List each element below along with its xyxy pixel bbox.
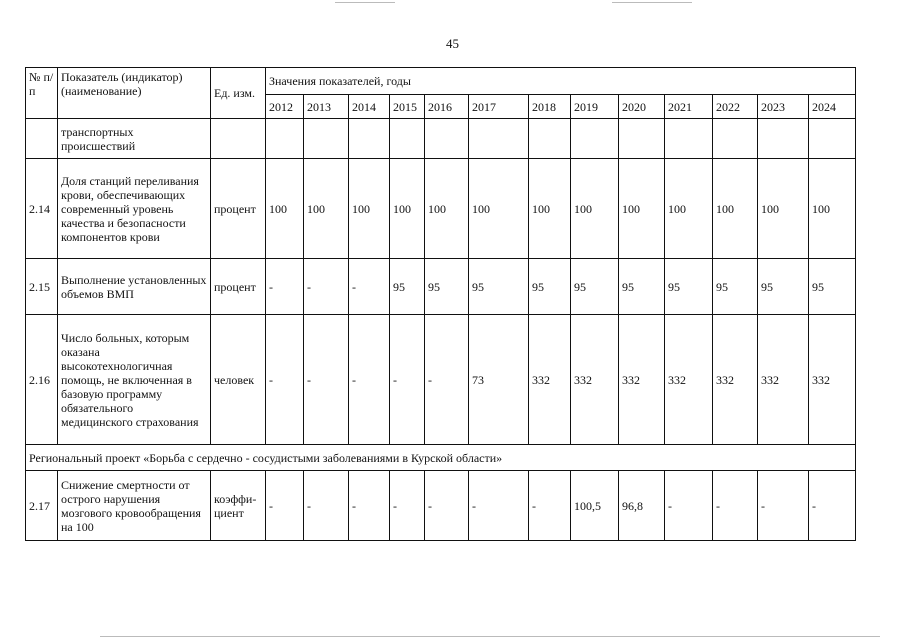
header-year: 2017 <box>469 95 529 119</box>
table-row <box>26 119 856 159</box>
row-value: - <box>349 259 390 315</box>
row-num: 2.15 <box>26 259 58 315</box>
row-indicator: транспортных происшествий <box>58 119 211 159</box>
row-value: 100 <box>425 159 469 259</box>
header-year: 2018 <box>529 95 571 119</box>
row-value: 100 <box>390 159 425 259</box>
page-number: 45 <box>446 36 459 51</box>
row-value: 95 <box>529 259 571 315</box>
header-indicator: Показатель (индикатор) (наименование) <box>58 68 211 119</box>
row-value <box>469 119 529 159</box>
row-value: 73 <box>469 315 529 445</box>
row-value: - <box>266 471 304 541</box>
row-value: 332 <box>529 315 571 445</box>
row-num: 2.17 <box>26 471 58 541</box>
row-value: 95 <box>469 259 529 315</box>
row-value: 100 <box>758 159 809 259</box>
indicators-table <box>25 67 856 541</box>
row-value: 100 <box>469 159 529 259</box>
row-value: 95 <box>665 259 713 315</box>
row-value: - <box>390 315 425 445</box>
row-value: 100 <box>665 159 713 259</box>
row-value: - <box>425 315 469 445</box>
row-indicator: Число больных, которым оказана высокотехнологичная помощь, не включенная в базовую программу обязательного медицинского страхования <box>58 315 211 445</box>
row-value: - <box>809 471 856 541</box>
table-row <box>26 315 856 445</box>
header-unit: Ед. изм. <box>211 68 266 119</box>
header-year: 2022 <box>713 95 758 119</box>
row-value: - <box>304 315 349 445</box>
row-num <box>26 119 58 159</box>
row-value: - <box>266 259 304 315</box>
row-value <box>619 119 665 159</box>
row-value: - <box>304 259 349 315</box>
table-row <box>26 471 856 541</box>
row-value: 332 <box>619 315 665 445</box>
row-value: 95 <box>713 259 758 315</box>
row-num: 2.14 <box>26 159 58 259</box>
header-year: 2013 <box>304 95 349 119</box>
row-value: 100 <box>349 159 390 259</box>
row-value: 100,5 <box>571 471 619 541</box>
row-unit: процент <box>211 159 266 259</box>
row-value: - <box>266 315 304 445</box>
row-value <box>304 119 349 159</box>
row-value: 95 <box>425 259 469 315</box>
row-value: 96,8 <box>619 471 665 541</box>
row-value <box>665 119 713 159</box>
regional-project-title: Региональный проект «Борьба с сердечно - сосудистыми заболеваниями в Курской области» <box>26 445 856 471</box>
header-year: 2023 <box>758 95 809 119</box>
row-value: - <box>713 471 758 541</box>
row-value: 332 <box>665 315 713 445</box>
row-value: 100 <box>619 159 665 259</box>
row-value: - <box>425 471 469 541</box>
row-value <box>266 119 304 159</box>
row-value: 95 <box>390 259 425 315</box>
row-value: 100 <box>809 159 856 259</box>
row-value <box>425 119 469 159</box>
header-year: 2019 <box>571 95 619 119</box>
row-value: 100 <box>304 159 349 259</box>
row-value: 100 <box>571 159 619 259</box>
table-row <box>26 259 856 315</box>
row-value <box>713 119 758 159</box>
row-value: 95 <box>619 259 665 315</box>
table-row <box>26 159 856 259</box>
row-value: - <box>390 471 425 541</box>
row-value: 95 <box>571 259 619 315</box>
row-unit <box>211 119 266 159</box>
header-year: 2021 <box>665 95 713 119</box>
row-value: - <box>349 315 390 445</box>
row-unit: процент <box>211 259 266 315</box>
row-value: - <box>665 471 713 541</box>
row-value <box>529 119 571 159</box>
row-value: - <box>304 471 349 541</box>
header-year: 2020 <box>619 95 665 119</box>
scan-artifact <box>100 636 880 637</box>
scan-artifact <box>335 2 395 3</box>
row-indicator: Снижение смертности от острого нарушения мозгового кровообращения на 100 <box>58 471 211 541</box>
row-value: - <box>349 471 390 541</box>
header-year: 2012 <box>266 95 304 119</box>
row-indicator: Выполнение установленных объемов ВМП <box>58 259 211 315</box>
row-value <box>390 119 425 159</box>
row-value: - <box>758 471 809 541</box>
row-value <box>758 119 809 159</box>
header-year: 2016 <box>425 95 469 119</box>
header-values-group: Значения показателей, годы <box>266 68 856 95</box>
row-value: - <box>469 471 529 541</box>
row-indicator: Доля станций переливания крови, обеспечивающих современный уровень качества и безопасности компонентов крови <box>58 159 211 259</box>
row-value: 95 <box>758 259 809 315</box>
scan-artifact <box>612 2 692 3</box>
row-value: 100 <box>266 159 304 259</box>
row-value: 332 <box>713 315 758 445</box>
row-value: - <box>529 471 571 541</box>
regional-project-row <box>26 445 856 471</box>
row-value <box>809 119 856 159</box>
row-value: 332 <box>571 315 619 445</box>
row-unit: человек <box>211 315 266 445</box>
row-value <box>571 119 619 159</box>
row-value: 332 <box>809 315 856 445</box>
row-value: 100 <box>713 159 758 259</box>
row-value <box>349 119 390 159</box>
row-value: 332 <box>758 315 809 445</box>
header-year: 2014 <box>349 95 390 119</box>
row-value: 95 <box>809 259 856 315</box>
header-year: 2024 <box>809 95 856 119</box>
header-year: 2015 <box>390 95 425 119</box>
row-unit: коэффи-циент <box>211 471 266 541</box>
row-num: 2.16 <box>26 315 58 445</box>
row-value: 100 <box>529 159 571 259</box>
header-num: № п/п <box>26 68 58 119</box>
